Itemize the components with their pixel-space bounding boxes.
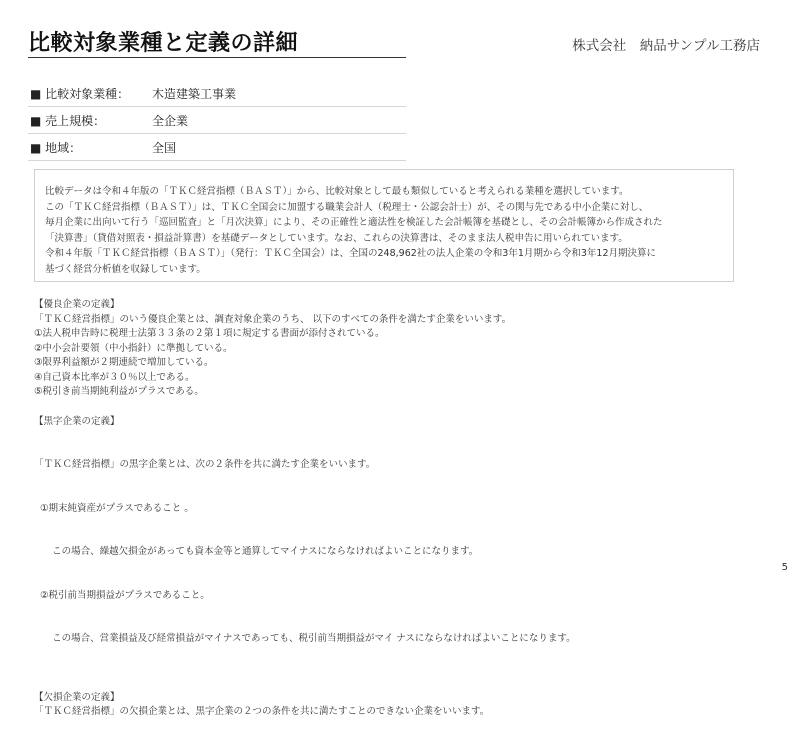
definitions xyxy=(34,298,774,735)
section-line: 「ＴＫＣ経営指標」の黒字企業とは、次の２条件を共に満たす企業をいいます。 xyxy=(34,459,376,470)
company-name: 株式会社 納品サンプル工務店 xyxy=(572,38,760,54)
info-value: 木造建築工事業 xyxy=(152,86,237,101)
section-line: ②税引前当期損益がプラスであること。 xyxy=(34,589,210,601)
section-profitable-companies xyxy=(34,415,774,676)
section-line: ④自己資本比率が３０％以上である。 xyxy=(34,371,195,383)
section-line: 「ＴＫＣ経営指標」のいう優良企業とは、調査対象企業のうち、 以下のすべての条件を満たす企業をいいます。 xyxy=(34,313,512,325)
page-number: 5 xyxy=(781,562,788,573)
info-label: ■ 地域： xyxy=(30,140,82,155)
title-underline xyxy=(28,57,406,58)
section-title: 【欠損企業の定義】 xyxy=(34,691,120,703)
section-loss-companies xyxy=(34,691,774,720)
section-title: 【優良企業の定義】 xyxy=(34,299,120,310)
note-line: 「決算書」（貸借対照表・損益計算書）を基礎データとしています。なお、これらの決算書は、そのまま法人税申告に用いられています。 xyxy=(45,232,628,244)
info-label: ■ 比較対象業種： xyxy=(30,86,130,101)
section-line: この場合、繰越欠損金があっても資本金等と通算してマイナスにならなければよいことになります。 xyxy=(34,546,479,557)
section-line: ①法人税申告時に税理士法第３３条の２第１項に規定する書面が添付されている。 xyxy=(34,328,385,339)
section-line: ⑤税引き前当期純利益がプラスである。 xyxy=(34,386,204,397)
info-row-sales-scale xyxy=(28,107,406,134)
info-row-industry xyxy=(28,80,406,107)
note-line: 毎月企業に出向いて行う「巡回監査」と「月次決算」により、その正確性と適法性を検証した会計帳簿を基礎とし、その会計帳簿から作成された xyxy=(45,217,663,228)
section-excellent-companies xyxy=(34,298,774,400)
info-row-region xyxy=(28,134,406,161)
info-value: 全国 xyxy=(152,140,177,155)
page-title: 比較対象業種と定義の詳細 xyxy=(28,31,299,56)
info-table xyxy=(28,80,406,161)
section-line: ①期末純資産がプラスであること 。 xyxy=(34,502,194,514)
section-line: ②中小会計要領（中小指針）に準拠している。 xyxy=(34,342,233,354)
data-source-note xyxy=(34,169,734,282)
info-value: 全企業 xyxy=(152,113,189,128)
section-line: ③限界利益額が２期連続で増加している。 xyxy=(34,357,214,368)
note-line: この「ＴＫＣ経営指標（ＢＡＳＴ）」は、ＴＫＣ全国会に加盟する職業会計人（税理士・公認会計士）が、その関与先である中小企業に対し、 xyxy=(45,201,649,213)
section-line: この場合、営業損益及び経常損益がマイナスであっても、税引前当期損益がマイ ナスにならなければよいことになります。 xyxy=(34,633,576,644)
section-line: 「ＴＫＣ経営指標」の欠損企業とは、黒字企業の２つの条件を共に満たすことのできない企業をいいます。 xyxy=(34,706,490,717)
note-line: 基づく経営分析値を収録しています。 xyxy=(45,263,206,275)
section-title: 【黒字企業の定義】 xyxy=(34,415,120,427)
info-label: ■ 売上規模： xyxy=(30,113,106,128)
note-line: 令和４年版「ＴＫＣ経営指標（ＢＡＳＴ）」（発行：ＴＫＣ全国会）は、全国の248,962社の法人企業の令和3年1月期から令和3年12月期決算に xyxy=(45,248,657,259)
note-line: 比較データは令和４年版の「ＴＫＣ経営指標（ＢＡＳＴ）」から、比較対象として最も類似していると考えられる業種を選択しています。 xyxy=(45,186,629,197)
